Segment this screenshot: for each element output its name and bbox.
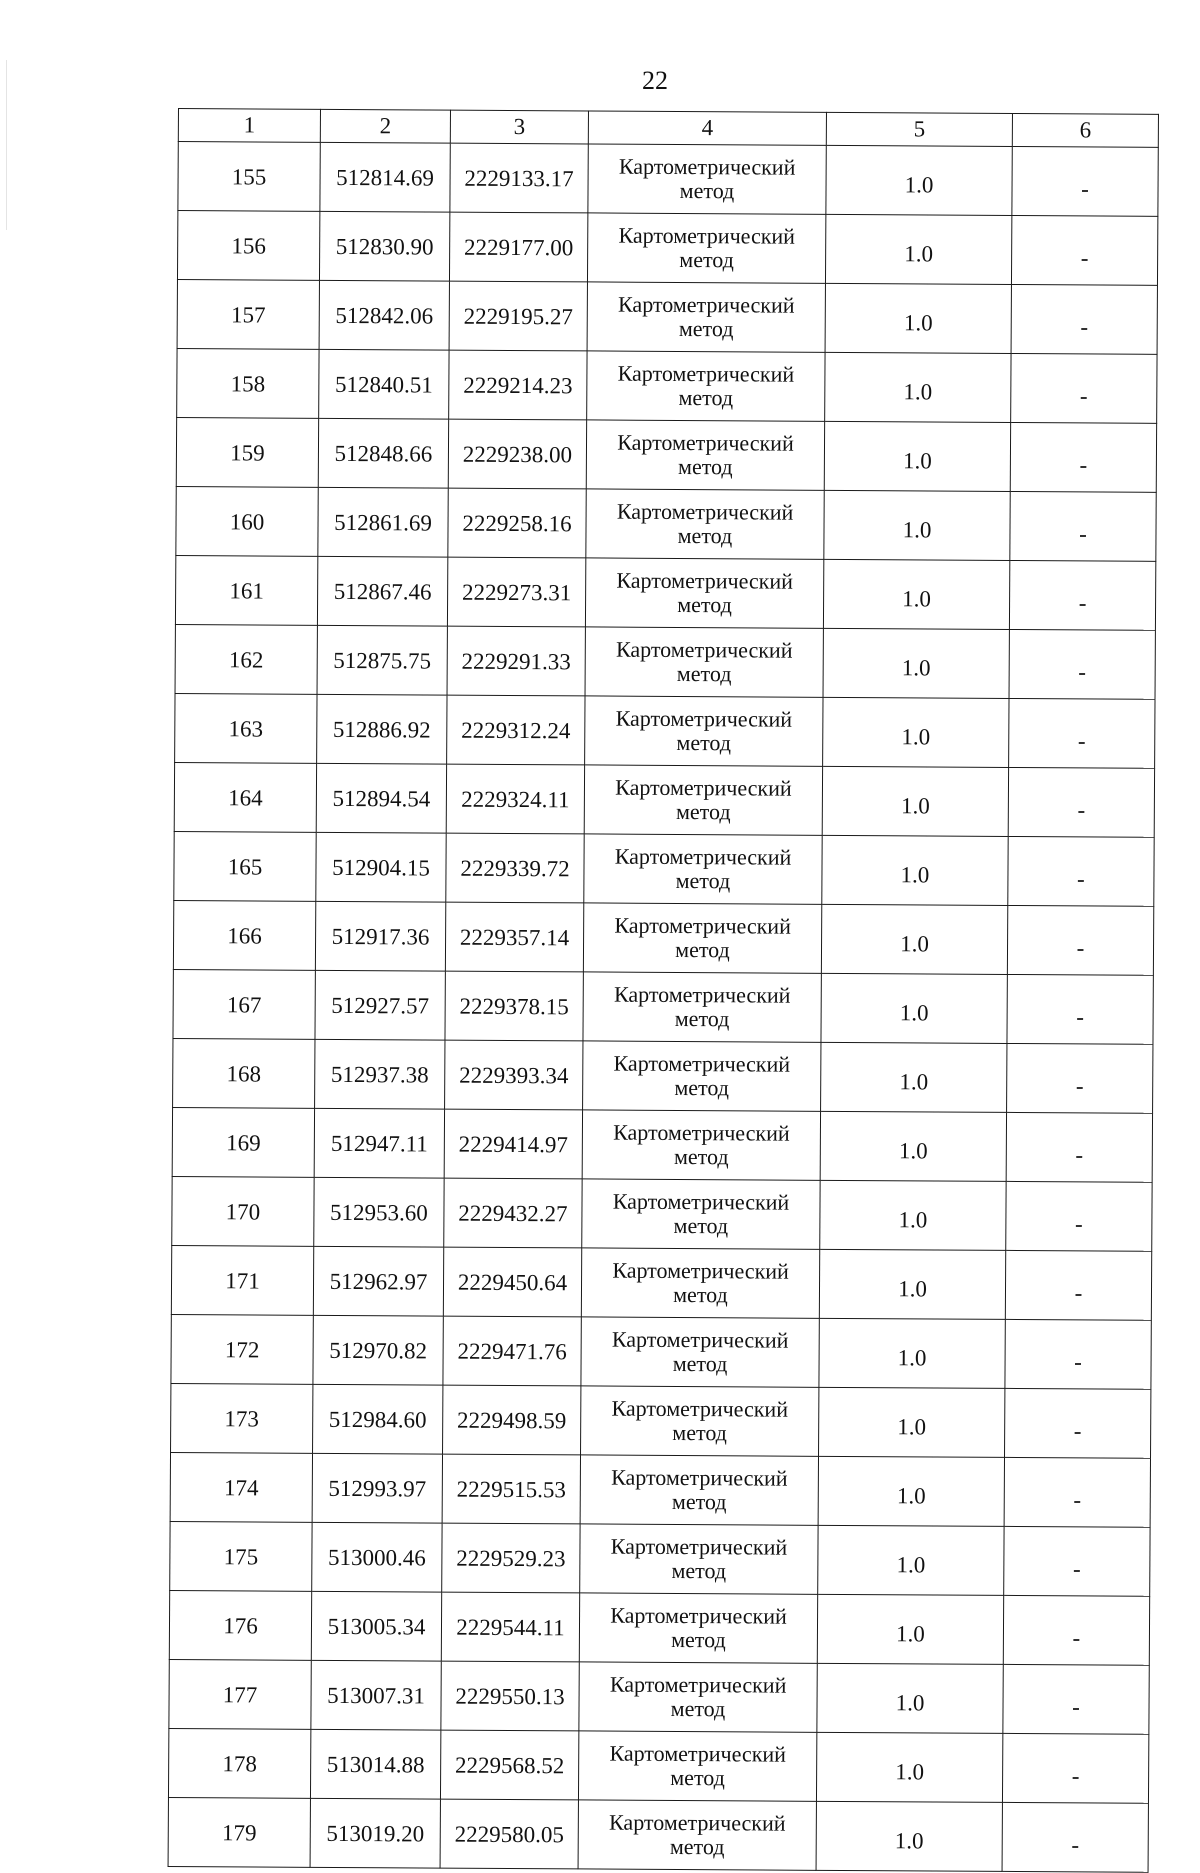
method-line-2: метод <box>677 591 732 618</box>
note-cell: - <box>1002 1733 1148 1803</box>
x-coordinate-cell: 513005.34 <box>311 1591 441 1661</box>
y-coordinate-cell: 2229432.27 <box>444 1178 582 1248</box>
method-line-1: Картометрический <box>618 153 796 180</box>
method-line-2: метод <box>679 246 734 273</box>
method-line-2: метод <box>671 1626 726 1653</box>
point-number-cell: 165 <box>174 831 316 901</box>
x-coordinate-cell: 512993.97 <box>312 1453 442 1523</box>
method-line-2: метод <box>674 1005 730 1032</box>
table-row <box>168 1797 1148 1872</box>
table-row <box>173 1038 1153 1113</box>
method-line-1: Картометрический <box>609 1809 786 1836</box>
accuracy-cell: 1.0 <box>826 145 1012 215</box>
x-coordinate-cell: 512840.51 <box>319 349 449 419</box>
method-line-1: Картометрический <box>610 1602 787 1629</box>
x-coordinate-cell: 513019.20 <box>310 1798 440 1868</box>
method-line-2: метод <box>679 177 735 204</box>
table-row <box>170 1521 1150 1596</box>
table-body <box>168 142 1158 1873</box>
point-number-cell: 159 <box>176 417 318 487</box>
y-coordinate-cell: 2229550.13 <box>441 1661 579 1731</box>
y-coordinate-cell: 2229324.11 <box>446 764 584 834</box>
method-cell <box>583 1041 821 1111</box>
method-cell <box>583 972 821 1042</box>
table-row <box>172 1107 1152 1182</box>
method-line-1: Картометрический <box>612 1257 789 1284</box>
y-coordinate-cell: 2229414.97 <box>444 1109 582 1179</box>
x-coordinate-cell: 513000.46 <box>312 1522 442 1592</box>
method-line-1: Картометрический <box>618 291 795 318</box>
accuracy-cell: 1.0 <box>817 1594 1003 1664</box>
point-number-cell: 177 <box>169 1659 311 1729</box>
method-line-1: Картометрический <box>609 1740 787 1767</box>
accuracy-cell: 1.0 <box>821 904 1007 974</box>
note-cell: - <box>1011 215 1157 285</box>
y-coordinate-cell: 2229195.27 <box>449 281 587 351</box>
y-coordinate-cell: 2229177.00 <box>449 212 587 282</box>
method-cell <box>586 489 824 559</box>
note-cell: - <box>1003 1664 1149 1734</box>
note-cell: - <box>1007 1043 1153 1113</box>
x-coordinate-cell: 512947.11 <box>314 1108 444 1178</box>
method-line-2: метод <box>678 384 734 411</box>
x-coordinate-cell: 512917.36 <box>315 901 445 971</box>
method-cell <box>585 558 823 628</box>
y-coordinate-cell: 2229133.17 <box>450 143 588 213</box>
note-cell: - <box>1007 974 1153 1044</box>
point-number-cell: 169 <box>172 1107 314 1177</box>
method-line-2: метод <box>675 936 730 963</box>
method-line-1: Картометрический <box>618 222 796 249</box>
method-line-2: метод <box>678 315 734 342</box>
accuracy-cell: 1.0 <box>816 1801 1002 1871</box>
accuracy-cell: 1.0 <box>818 1525 1004 1595</box>
method-cell <box>578 1800 816 1870</box>
method-cell <box>583 903 821 973</box>
method-line-1: Картометрический <box>617 360 795 387</box>
point-number-cell: 168 <box>173 1038 315 1108</box>
point-number-cell: 172 <box>171 1314 313 1384</box>
accuracy-cell: 1.0 <box>822 766 1008 836</box>
accuracy-cell: 1.0 <box>821 1042 1007 1112</box>
method-line-2: метод <box>678 453 733 480</box>
method-line-2: метод <box>672 1419 728 1446</box>
accuracy-cell: 1.0 <box>823 628 1009 698</box>
note-cell: - <box>1011 353 1157 423</box>
x-coordinate-cell: 512842.06 <box>319 280 449 350</box>
note-cell: - <box>1007 905 1153 975</box>
point-number-cell: 155 <box>178 142 320 212</box>
column-header-6: 6 <box>1012 113 1158 147</box>
table-row <box>170 1452 1150 1527</box>
table-row <box>175 555 1155 630</box>
point-number-cell: 162 <box>175 624 317 694</box>
method-line-2: метод <box>673 1281 728 1308</box>
method-cell <box>586 420 824 490</box>
note-cell: - <box>1009 629 1155 699</box>
page-number: 22 <box>642 66 668 95</box>
method-cell <box>588 144 826 214</box>
coordinates-table <box>168 108 1159 1873</box>
point-number-cell: 164 <box>174 762 316 832</box>
x-coordinate-cell: 512814.69 <box>320 142 450 212</box>
x-coordinate-cell: 512861.69 <box>318 487 448 557</box>
y-coordinate-cell: 2229357.14 <box>445 902 583 972</box>
accuracy-cell: 1.0 <box>819 1387 1005 1457</box>
accuracy-cell: 1.0 <box>819 1249 1005 1319</box>
x-coordinate-cell: 513007.31 <box>311 1660 441 1730</box>
method-line-1: Картометрический <box>611 1326 789 1353</box>
point-number-cell: 163 <box>175 693 317 763</box>
column-header-3: 3 <box>450 110 588 144</box>
method-line-2: метод <box>677 522 733 549</box>
note-cell: - <box>1009 560 1155 630</box>
point-number-cell: 174 <box>170 1452 312 1522</box>
note-cell: - <box>1006 1181 1152 1251</box>
method-cell <box>584 834 822 904</box>
x-coordinate-cell: 512937.38 <box>315 1039 445 1109</box>
point-number-cell: 178 <box>168 1728 310 1798</box>
note-cell: - <box>1006 1112 1152 1182</box>
table-row <box>177 348 1157 423</box>
method-line-2: метод <box>674 1074 730 1101</box>
method-cell <box>579 1662 817 1732</box>
y-coordinate-cell: 2229450.64 <box>443 1247 581 1317</box>
method-line-1: Картометрический <box>613 981 791 1008</box>
note-cell: - <box>1008 836 1154 906</box>
method-line-1: Картометрический <box>613 1119 790 1146</box>
y-coordinate-cell: 2229312.24 <box>447 695 585 765</box>
y-coordinate-cell: 2229568.52 <box>440 1730 578 1800</box>
method-cell <box>582 1110 820 1180</box>
method-line-2: метод <box>670 1695 726 1722</box>
accuracy-cell: 1.0 <box>822 835 1008 905</box>
accuracy-cell: 1.0 <box>825 214 1011 284</box>
method-cell <box>582 1179 820 1249</box>
accuracy-cell: 1.0 <box>820 1180 1006 1250</box>
accuracy-cell: 1.0 <box>817 1663 1003 1733</box>
table-row <box>174 762 1154 837</box>
point-number-cell: 157 <box>177 279 319 349</box>
method-line-2: метод <box>675 867 731 894</box>
table-row <box>172 1176 1152 1251</box>
y-coordinate-cell: 2229498.59 <box>443 1385 581 1455</box>
method-line-1: Картометрический <box>615 705 793 732</box>
point-number-cell: 173 <box>171 1383 313 1453</box>
method-cell <box>579 1593 817 1663</box>
method-line-2: метод <box>672 1350 728 1377</box>
accuracy-cell: 1.0 <box>823 559 1009 629</box>
table-row <box>176 486 1156 561</box>
y-coordinate-cell: 2229529.23 <box>442 1523 580 1593</box>
table-row <box>174 831 1154 906</box>
x-coordinate-cell: 513014.88 <box>310 1729 440 1799</box>
y-coordinate-cell: 2229214.23 <box>449 350 587 420</box>
table-row <box>178 142 1158 217</box>
y-coordinate-cell: 2229273.31 <box>447 557 585 627</box>
method-cell <box>580 1524 818 1594</box>
y-coordinate-cell: 2229258.16 <box>448 488 586 558</box>
table-row <box>177 279 1157 354</box>
y-coordinate-cell: 2229238.00 <box>448 419 586 489</box>
table-row <box>175 624 1155 699</box>
y-coordinate-cell: 2229471.76 <box>443 1316 581 1386</box>
note-cell: - <box>1002 1802 1148 1872</box>
method-cell <box>587 213 825 283</box>
point-number-cell: 167 <box>173 969 315 1039</box>
method-line-1: Картометрический <box>611 1395 789 1422</box>
method-line-1: Картометрический <box>611 1464 788 1491</box>
accuracy-cell: 1.0 <box>818 1456 1004 1526</box>
method-line-2: метод <box>670 1764 725 1791</box>
table-row <box>168 1728 1148 1803</box>
note-cell: - <box>1012 146 1158 216</box>
x-coordinate-cell: 512894.54 <box>316 763 446 833</box>
note-cell: - <box>1008 767 1154 837</box>
method-cell <box>581 1386 819 1456</box>
method-line-1: Картометрический <box>610 1533 788 1560</box>
y-coordinate-cell: 2229393.34 <box>445 1040 583 1110</box>
note-cell: - <box>1010 422 1156 492</box>
accuracy-cell: 1.0 <box>825 283 1011 353</box>
x-coordinate-cell: 512904.15 <box>316 832 446 902</box>
method-line-2: метод <box>673 1212 729 1239</box>
x-coordinate-cell: 512867.46 <box>317 556 447 626</box>
note-cell: - <box>1004 1526 1150 1596</box>
method-line-1: Картометрический <box>616 498 794 525</box>
note-cell: - <box>1004 1457 1150 1527</box>
table-row <box>175 693 1155 768</box>
method-line-1: Картометрический <box>615 774 792 801</box>
method-line-1: Картометрический <box>614 843 792 870</box>
note-cell: - <box>1010 491 1156 561</box>
x-coordinate-cell: 512984.60 <box>313 1384 443 1454</box>
note-cell: - <box>1009 698 1155 768</box>
method-line-1: Картометрический <box>616 567 794 594</box>
method-line-1: Картометрический <box>613 1050 791 1077</box>
point-number-cell: 156 <box>177 211 319 281</box>
note-cell: - <box>1005 1250 1151 1320</box>
accuracy-cell: 1.0 <box>821 973 1007 1043</box>
x-coordinate-cell: 512886.92 <box>317 694 447 764</box>
method-cell <box>581 1317 819 1387</box>
point-number-cell: 158 <box>177 348 319 418</box>
y-coordinate-cell: 2229544.11 <box>441 1592 579 1662</box>
point-number-cell: 166 <box>173 900 315 970</box>
accuracy-cell: 1.0 <box>816 1732 1002 1802</box>
table-row <box>169 1590 1149 1665</box>
table-row <box>176 417 1156 492</box>
y-coordinate-cell: 2229339.72 <box>446 833 584 903</box>
method-line-1: Картометрический <box>615 636 793 663</box>
table-row <box>173 969 1153 1044</box>
table-row <box>177 211 1157 286</box>
x-coordinate-cell: 512875.75 <box>317 625 447 695</box>
point-number-cell: 176 <box>169 1590 311 1660</box>
table-row <box>173 900 1153 975</box>
method-cell <box>587 282 825 352</box>
method-cell <box>581 1248 819 1318</box>
method-line-1: Картометрический <box>612 1188 790 1215</box>
point-number-cell: 171 <box>171 1245 313 1315</box>
accuracy-cell: 1.0 <box>819 1318 1005 1388</box>
method-line-2: метод <box>669 1833 725 1860</box>
y-coordinate-cell: 2229378.15 <box>445 971 583 1041</box>
accuracy-cell: 1.0 <box>825 352 1011 422</box>
method-cell <box>585 627 823 697</box>
method-cell <box>585 696 823 766</box>
column-header-1: 1 <box>178 109 320 143</box>
note-cell: - <box>1005 1319 1151 1389</box>
x-coordinate-cell: 512970.82 <box>313 1315 443 1385</box>
method-line-2: метод <box>675 798 731 825</box>
note-cell: - <box>1011 284 1157 354</box>
method-line-2: метод <box>676 729 732 756</box>
table-row <box>171 1314 1151 1389</box>
point-number-cell: 161 <box>175 555 317 625</box>
x-coordinate-cell: 512953.60 <box>314 1177 444 1247</box>
accuracy-cell: 1.0 <box>824 490 1010 560</box>
x-coordinate-cell: 512848.66 <box>318 418 448 488</box>
method-cell <box>587 351 825 421</box>
table-row <box>171 1245 1151 1320</box>
y-coordinate-cell: 2229580.05 <box>440 1799 578 1869</box>
method-line-2: метод <box>671 1488 727 1515</box>
method-line-1: Картометрический <box>609 1671 787 1698</box>
point-number-cell: 160 <box>176 486 318 556</box>
method-cell <box>580 1455 818 1525</box>
note-cell: - <box>1003 1595 1149 1665</box>
method-line-2: метод <box>676 660 732 687</box>
method-line-2: метод <box>673 1143 729 1170</box>
accuracy-cell: 1.0 <box>820 1111 1006 1181</box>
column-header-5: 5 <box>826 112 1012 146</box>
method-line-1: Картометрический <box>617 429 794 456</box>
table-row <box>171 1383 1151 1458</box>
method-line-2: метод <box>671 1557 727 1584</box>
accuracy-cell: 1.0 <box>823 697 1009 767</box>
y-coordinate-cell: 2229291.33 <box>447 626 585 696</box>
y-coordinate-cell: 2229515.53 <box>442 1454 580 1524</box>
x-coordinate-cell: 512962.97 <box>313 1246 443 1316</box>
point-number-cell: 175 <box>170 1521 312 1591</box>
method-cell <box>584 765 822 835</box>
x-coordinate-cell: 512927.57 <box>315 970 445 1040</box>
point-number-cell: 179 <box>168 1797 310 1867</box>
method-cell <box>578 1731 816 1801</box>
note-cell: - <box>1005 1388 1151 1458</box>
method-line-1: Картометрический <box>614 912 791 939</box>
column-header-4: 4 <box>588 111 826 145</box>
point-number-cell: 170 <box>172 1176 314 1246</box>
column-header-2: 2 <box>320 109 450 143</box>
accuracy-cell: 1.0 <box>824 421 1010 491</box>
x-coordinate-cell: 512830.90 <box>319 211 449 281</box>
